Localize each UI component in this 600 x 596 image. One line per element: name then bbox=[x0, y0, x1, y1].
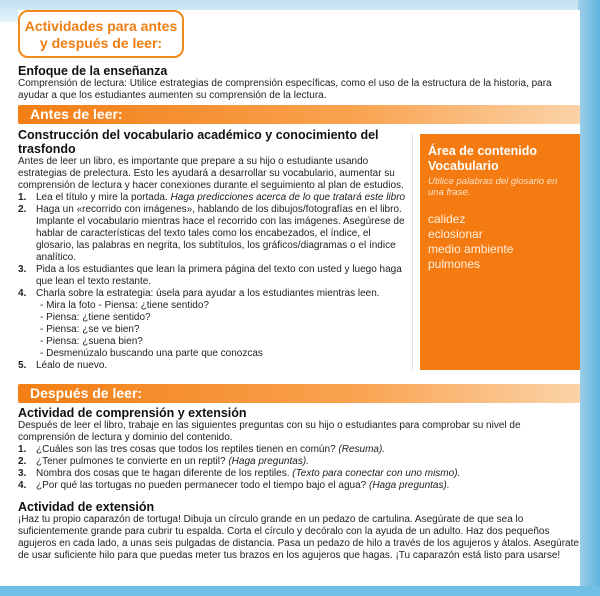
sub-item: - Mira la foto - Piensa: ¿tiene sentido? bbox=[40, 300, 209, 311]
column-divider bbox=[412, 134, 413, 370]
sub-item: - Desmenúzalo buscando una parte que conozcas bbox=[40, 348, 263, 359]
antes-heading: Construcción del vocabulario académico y conocimiento del trasfondo bbox=[18, 128, 379, 156]
despues-bar-label: Después de leer: bbox=[30, 385, 143, 401]
sidebox-note: Utilice palabras del glosario en una frase. bbox=[428, 176, 558, 198]
antes-section bbox=[18, 128, 410, 372]
vocabulary-words bbox=[428, 212, 572, 272]
list-item: 4. ¿Por qué las tortugas no pueden permanecer todo el tiempo bajo el agua? (Haga preguntas). bbox=[18, 480, 450, 491]
enfoque-section bbox=[18, 64, 580, 102]
list-item: 5. Léalo de nuevo. bbox=[18, 360, 108, 371]
list-item: 3. Nombra dos cosas que te hagan diferente de los reptiles. (Texto para conectar con uno mismo). bbox=[18, 468, 461, 479]
vocabulary-word: pulmones bbox=[428, 257, 481, 271]
despues-bar bbox=[18, 384, 580, 403]
sub-item: - Piensa: ¿tiene sentido? bbox=[40, 312, 151, 323]
extension-text: ¡Haz tu propio caparazón de tortuga! Dibuja un círculo grande en un pedazo de cartulina. Asegúrate de que sea lo suficientemente grande para cubrir tu espalda. Corta el círculo y decóralo con la ayuda de un adulto. Haz dos pequeños agujeros en cada lado, a unas seis pulgadas de distancia. Pasa un pedazo de hilo a través de los agujeros y átalos. Asegúrate de usar suficiente hilo para que puedas meter tus brazos en los agujeros que hagas. ¡Tu caparazón está listo para usarse! bbox=[18, 514, 579, 561]
list-item: 4. Charla sobre la estrategia: úsela para ayudar a los estudiantes mientras leen. bbox=[18, 288, 380, 299]
vocabulary-word: calidez bbox=[428, 212, 466, 226]
vocabulary-word: eclosionar bbox=[428, 227, 483, 241]
despues-questions bbox=[18, 444, 580, 492]
sub-item: - Piensa: ¿suena bien? bbox=[40, 336, 143, 347]
page-title: Actividades para antes y después de leer: bbox=[18, 10, 184, 58]
list-item: 2. Haga un «recorrido con imágenes», hablando de los dibujos/fotografías en el libro. Implante el vocabulario mientras hace el recorrido con las imágenes. Asegúrese de hablar de características del texto tales como los encabezados, el índice, el glosario, las palabras en negrita, los subtítulos, los gráficos/diagramas o el índice analítico. bbox=[18, 204, 405, 263]
despues-intro: Después de leer el libro, trabaje en las siguientes preguntas con su hijo o estudiantes para comprobar su nivel de comprensión de lectura y dominio del contenido. bbox=[18, 420, 521, 443]
vocabulary-word: medio ambiente bbox=[428, 242, 514, 256]
list-item: 1. ¿Cuáles son las tres cosas que todos los reptiles tienen en común? (Resuma). bbox=[18, 444, 386, 455]
enfoque-heading: Enfoque de la enseñanza bbox=[18, 64, 168, 78]
list-item: 2. ¿Tener pulmones te convierte en un reptil? (Haga preguntas). bbox=[18, 456, 309, 467]
antes-intro: Antes de leer un libro, es importante que prepare a su hijo o estudiante usando estrategias de prelectura. Esto les ayudará a desarrollar su vocabulario, aumentar su comprensión de lectura y hacer conexiones durante el seguimiento al plan de estudios. bbox=[18, 156, 404, 191]
sub-item: - Piensa: ¿se ve bien? bbox=[40, 324, 140, 335]
right-background-band bbox=[578, 0, 600, 596]
despues-section bbox=[18, 406, 580, 492]
bottom-background-band bbox=[0, 586, 600, 596]
extension-heading: Actividad de extensión bbox=[18, 500, 155, 514]
list-item: 1. Lea el título y mire la portada. Haga predicciones acerca de lo que tratará este libro bbox=[18, 192, 406, 203]
list-item: 3. Pida a los estudiantes que lean la primera página del texto con usted y luego haga que lean el texto restante. bbox=[18, 264, 402, 287]
antes-steps bbox=[18, 192, 410, 372]
despues-heading: Actividad de comprensión y extensión bbox=[18, 406, 247, 420]
vocabulary-sidebox bbox=[420, 134, 580, 370]
sidebox-heading-1: Área de contenido bbox=[428, 144, 538, 158]
antes-bar-label: Antes de leer: bbox=[30, 106, 123, 122]
sidebox-heading-2: Vocabulario bbox=[428, 159, 499, 173]
antes-bar bbox=[18, 105, 580, 124]
enfoque-text: Comprensión de lectura: Utilice estrategias de comprensión específicas, como el uso de la estructura de la historia, para ayudar a que los estudiantes aumenten su comprensión de la lectura. bbox=[18, 78, 552, 101]
extension-section bbox=[18, 500, 580, 562]
page bbox=[18, 10, 580, 586]
